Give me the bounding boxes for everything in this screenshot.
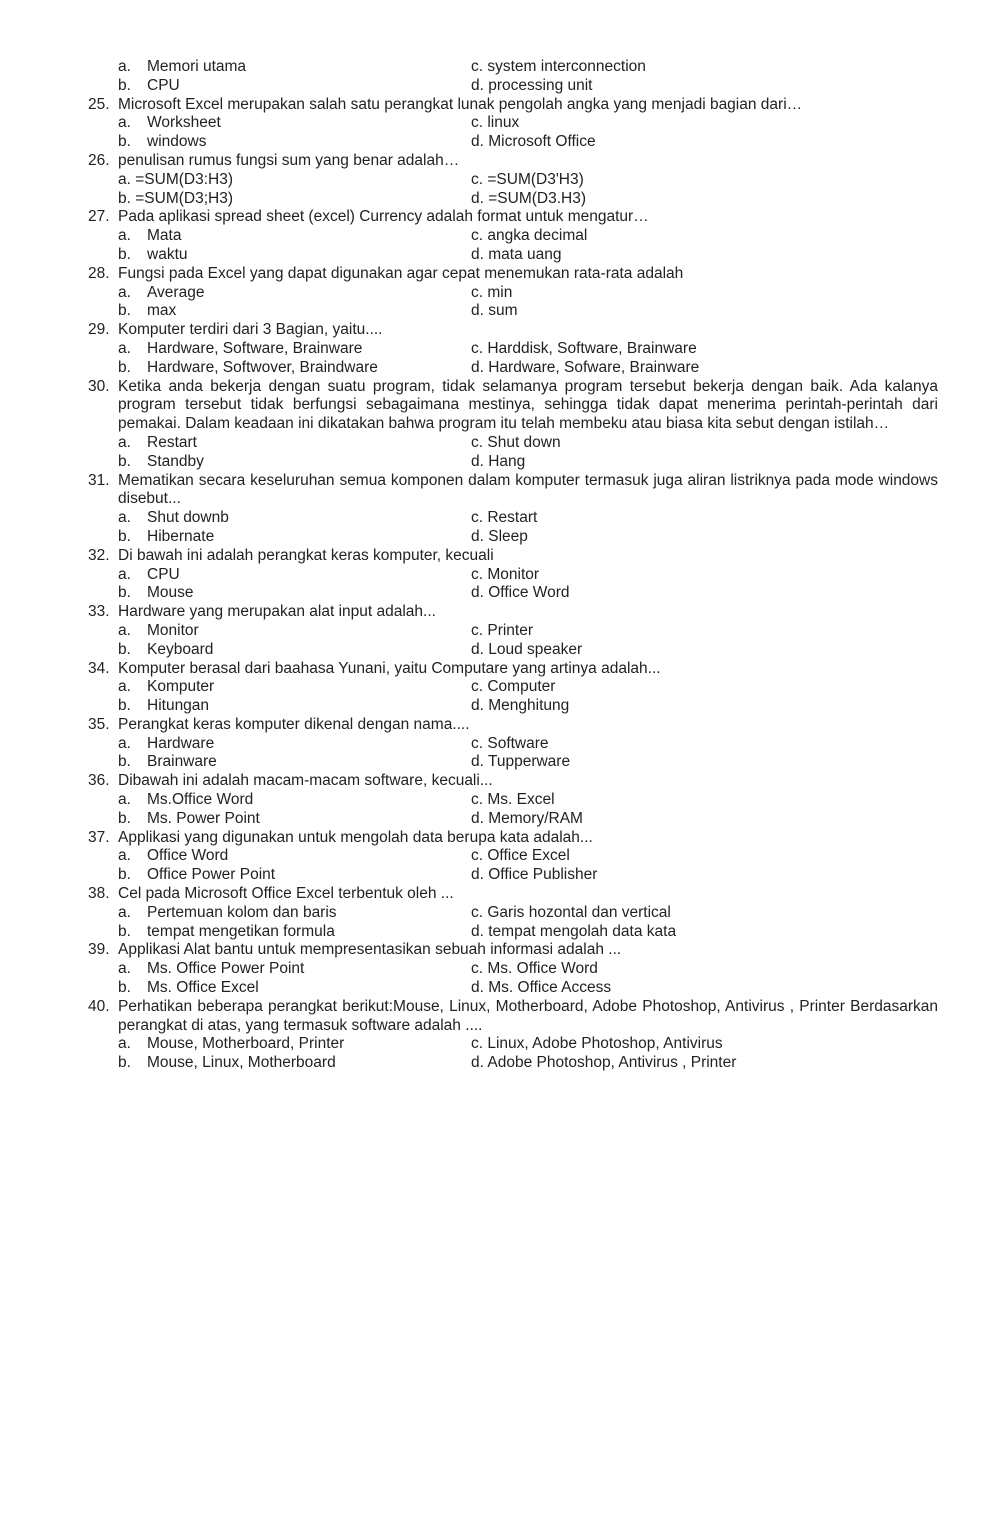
option-right: c. Linux, Adobe Photoshop, Antivirus	[471, 1035, 723, 1053]
option-left	[118, 697, 209, 716]
option-left	[118, 847, 228, 866]
option-left	[118, 453, 204, 472]
question-number: 27.	[88, 208, 110, 226]
option-text: Restart	[147, 433, 197, 451]
question-block	[0, 998, 1000, 1073]
option-row	[0, 847, 1000, 866]
option-letter: b.	[118, 979, 131, 997]
question-text: Di bawah ini adalah perangkat keras komputer, kecuali	[118, 546, 494, 564]
question-line	[0, 716, 1000, 735]
option-letter: b.	[118, 753, 131, 771]
option-right: c. Restart	[471, 509, 538, 527]
question-number: 38.	[88, 885, 110, 903]
question-text: Applikasi Alat bantu untuk mempresentasikan sebuah informasi adalah ...	[118, 941, 622, 959]
option-letter: b.	[118, 866, 131, 884]
question-block	[0, 208, 1000, 264]
option-right: d. Tupperware	[471, 753, 571, 771]
option-left	[118, 246, 188, 265]
option-left	[118, 1054, 336, 1073]
option-row	[0, 1035, 1000, 1054]
option-row	[0, 58, 1000, 77]
option-left	[118, 114, 221, 133]
question-block	[0, 378, 1000, 472]
option-letter: b.	[118, 76, 131, 94]
option-text: Mouse	[147, 584, 194, 602]
option-left	[118, 227, 181, 246]
question-number: 30.	[88, 377, 110, 395]
option-row	[0, 979, 1000, 998]
option-left	[118, 641, 213, 660]
option-text: Monitor	[147, 621, 199, 639]
option-right: c. Garis hozontal dan vertical	[471, 903, 671, 921]
option-right: d. Microsoft Office	[471, 133, 596, 151]
option-right: d. tempat mengolah data kata	[471, 922, 677, 940]
option-right: d. processing unit	[471, 76, 593, 94]
option-left	[118, 509, 229, 528]
option-text: CPU	[147, 565, 180, 583]
question-number: 32.	[88, 546, 110, 564]
option-left	[118, 979, 259, 998]
option-letter: b.	[118, 358, 131, 376]
question-text: Perhatikan beberapa perangkat berikut:Mouse, Linux, Motherboard, Adobe Photoshop, Antivirus , Printer Berdasarkan perangkat di atas, yang termasuk software adalah ....	[118, 997, 938, 1034]
option-left	[118, 284, 204, 303]
question-number: 34.	[88, 659, 110, 677]
question-block	[0, 772, 1000, 828]
question-number: 35.	[88, 715, 110, 733]
question-number: 36.	[88, 772, 110, 790]
option-letter: a.	[118, 339, 131, 357]
question-text: Ketika anda bekerja dengan suatu program, tidak selamanya program tersebut bekerja dengan baik. Ada kalanya program tersebut tidak berfungsi sebagaimana mestinya, sehingga tidak dapat menerima perintah-perintah dari pemakai. Dalam keadaan ini dikatakan bahwa program itu telah membeku atau biasa kita sebut dengan istilah…	[118, 377, 938, 433]
option-text: Ms. Office Excel	[147, 979, 259, 997]
option-row	[0, 302, 1000, 321]
option-letter: b.	[118, 189, 131, 207]
option-text: waktu	[147, 245, 188, 263]
option-row	[0, 227, 1000, 246]
question-text: Pada aplikasi spread sheet (excel) Currency adalah format untuk mengatur…	[118, 208, 649, 226]
question-number: 40.	[88, 997, 110, 1015]
option-right: c. Office Excel	[471, 847, 570, 865]
option-letter: b.	[118, 1054, 131, 1072]
option-left	[118, 584, 194, 603]
option-left	[118, 359, 378, 378]
option-right: d. mata uang	[471, 245, 562, 263]
option-letter: a.	[118, 58, 131, 75]
question-block	[0, 716, 1000, 772]
option-left	[118, 302, 176, 321]
question-block	[0, 547, 1000, 603]
option-right: c. Harddisk, Software, Brainware	[471, 339, 697, 357]
option-letter: a.	[118, 509, 131, 527]
option-text: Brainware	[147, 753, 217, 771]
option-row	[0, 453, 1000, 472]
option-letter: b.	[118, 302, 131, 320]
option-letter: a.	[118, 734, 131, 752]
question-text: penulisan rumus fungsi sum yang benar adalah…	[118, 151, 460, 169]
question-line	[0, 998, 1000, 1036]
option-left	[118, 133, 206, 152]
option-row	[0, 641, 1000, 660]
question-block	[0, 472, 1000, 547]
question-line	[0, 885, 1000, 904]
question-line	[0, 772, 1000, 791]
option-text: Office Power Point	[147, 866, 276, 884]
option-left	[118, 753, 217, 772]
option-right: c. =SUM(D3'H3)	[471, 170, 584, 188]
option-text: tempat mengetikan formula	[147, 922, 335, 940]
question-number: 33.	[88, 603, 110, 621]
option-row	[0, 190, 1000, 209]
option-left	[118, 791, 253, 810]
question-text: Microsoft Excel merupakan salah satu perangkat lunak pengolah angka yang menjadi bagian dari…	[118, 95, 803, 113]
question-text: Applikasi yang digunakan untuk mengolah data berupa kata adalah...	[118, 828, 593, 846]
option-left	[118, 171, 233, 190]
option-right: d. Memory/RAM	[471, 809, 583, 827]
option-right: d. Adobe Photoshop, Antivirus , Printer	[471, 1054, 737, 1072]
question-text: Mematikan secara keseluruhan semua komponen dalam komputer termasuk juga aliran listriknya pada mode windows disebut...	[118, 471, 938, 508]
option-right: c. Ms. Office Word	[471, 960, 598, 978]
option-text: Keyboard	[147, 640, 214, 658]
option-text: Komputer	[147, 678, 215, 696]
question-line	[0, 152, 1000, 171]
question-number: 28.	[88, 264, 110, 282]
option-letter: a.	[118, 565, 131, 583]
option-letter: a.	[118, 114, 131, 132]
option-row	[0, 359, 1000, 378]
option-left	[118, 77, 180, 96]
option-text: windows	[147, 133, 207, 151]
option-row	[0, 904, 1000, 923]
option-text: Hibernate	[147, 527, 215, 545]
question-line	[0, 96, 1000, 115]
option-text: Hardware	[147, 734, 215, 752]
option-row	[0, 133, 1000, 152]
option-letter: a.	[118, 433, 131, 451]
option-left	[118, 528, 214, 547]
question-line	[0, 378, 1000, 434]
option-right: c. Computer	[471, 678, 556, 696]
option-left	[118, 960, 304, 979]
option-text: max	[147, 302, 177, 320]
question-number: 31.	[88, 471, 110, 489]
question-number: 37.	[88, 828, 110, 846]
question-number: 39.	[88, 941, 110, 959]
option-right: d. Loud speaker	[471, 640, 583, 658]
option-text: Memori utama	[147, 58, 247, 75]
option-letter: a.	[118, 283, 131, 301]
question-text: Cel pada Microsoft Office Excel terbentuk oleh ...	[118, 885, 454, 903]
question-text: Perangkat keras komputer dikenal dengan nama....	[118, 715, 470, 733]
option-text: Standby	[147, 452, 204, 470]
option-row	[0, 866, 1000, 885]
option-right: d. Office Word	[471, 584, 570, 602]
option-letter: b.	[118, 809, 131, 827]
question-number: 26.	[88, 151, 110, 169]
option-right: d. Office Publisher	[471, 866, 598, 884]
option-left	[118, 340, 362, 359]
question-text: Dibawah ini adalah macam-macam software, kecuali...	[118, 772, 493, 790]
option-left	[118, 434, 197, 453]
question-line	[0, 321, 1000, 340]
question-block	[0, 603, 1000, 659]
question-block	[0, 829, 1000, 885]
option-right: c. Printer	[471, 621, 534, 639]
option-row	[0, 622, 1000, 641]
option-row	[0, 566, 1000, 585]
option-right: d. Hardware, Sofware, Brainware	[471, 358, 700, 376]
question-block	[0, 941, 1000, 997]
option-text: Ms. Power Point	[147, 809, 260, 827]
option-row	[0, 77, 1000, 96]
question-text: Komputer terdiri dari 3 Bagian, yaitu....	[118, 321, 383, 339]
option-left	[118, 190, 233, 209]
option-left	[118, 622, 199, 641]
option-letter: b.	[118, 133, 131, 151]
option-right: c. min	[471, 283, 513, 301]
option-letter: a.	[118, 227, 131, 245]
option-text: Shut downb	[147, 509, 229, 527]
question-text: Fungsi pada Excel yang dapat digunakan agar cepat menemukan rata-rata adalah	[118, 264, 684, 282]
question-block	[0, 321, 1000, 377]
option-text: Mouse, Linux, Motherboard	[147, 1054, 336, 1072]
question-list	[0, 58, 1000, 1073]
option-letter: a.	[118, 170, 131, 188]
option-row	[0, 434, 1000, 453]
question-number: 29.	[88, 321, 110, 339]
option-left	[118, 566, 180, 585]
option-row	[0, 810, 1000, 829]
option-row	[0, 923, 1000, 942]
option-text: Mouse, Motherboard, Printer	[147, 1035, 345, 1053]
option-right: c. Software	[471, 734, 549, 752]
option-row	[0, 735, 1000, 754]
option-letter: a.	[118, 621, 131, 639]
option-row	[0, 246, 1000, 265]
option-text: Hardware, Softwover, Braindware	[147, 358, 378, 376]
option-left	[118, 904, 337, 923]
option-letter: b.	[118, 527, 131, 545]
option-letter: b.	[118, 584, 131, 602]
option-left	[118, 1035, 344, 1054]
option-letter: b.	[118, 640, 131, 658]
question-line	[0, 829, 1000, 848]
question-block	[0, 265, 1000, 321]
option-text: CPU	[147, 76, 180, 94]
question-line	[0, 660, 1000, 679]
option-text: Pertemuan kolom dan baris	[147, 903, 337, 921]
option-right: d. =SUM(D3.H3)	[471, 189, 586, 207]
question-line	[0, 547, 1000, 566]
option-row	[0, 678, 1000, 697]
option-row	[0, 114, 1000, 133]
option-letter: b.	[118, 245, 131, 263]
option-right: c. Shut down	[471, 433, 561, 451]
option-text: Hardware, Software, Brainware	[147, 339, 363, 357]
question-line	[0, 472, 1000, 510]
option-row	[0, 697, 1000, 716]
option-text: Mata	[147, 227, 182, 245]
option-letter: b.	[118, 922, 131, 940]
question-text: Hardware yang merupakan alat input adalah...	[118, 603, 436, 621]
option-left	[118, 735, 214, 754]
option-row	[0, 1054, 1000, 1073]
option-left	[118, 678, 214, 697]
question-line	[0, 208, 1000, 227]
option-right: d. sum	[471, 302, 518, 320]
option-left	[118, 866, 275, 885]
option-letter: a.	[118, 960, 131, 978]
option-letter: b.	[118, 452, 131, 470]
option-row	[0, 171, 1000, 190]
option-right: d. Sleep	[471, 527, 528, 545]
option-letter: a.	[118, 1035, 131, 1053]
option-text: Ms.Office Word	[147, 791, 254, 809]
option-letter: b.	[118, 697, 131, 715]
option-row	[0, 753, 1000, 772]
question-text: Komputer berasal dari baahasa Yunani, yaitu Computare yang artinya adalah...	[118, 659, 661, 677]
option-right: c. system interconnection	[471, 58, 646, 75]
option-right: c. angka decimal	[471, 227, 588, 245]
option-row	[0, 284, 1000, 303]
option-right: c. linux	[471, 114, 520, 132]
question-number: 25.	[88, 95, 110, 113]
option-row	[0, 509, 1000, 528]
option-right: d. Ms. Office Access	[471, 979, 612, 997]
option-left	[118, 810, 260, 829]
question-block	[0, 96, 1000, 152]
option-text: Ms. Office Power Point	[147, 960, 305, 978]
option-right: c. Ms. Excel	[471, 791, 555, 809]
option-left	[118, 923, 335, 942]
option-row	[0, 791, 1000, 810]
option-text: =SUM(D3;H3)	[135, 189, 234, 207]
option-letter: a.	[118, 678, 131, 696]
option-letter: a.	[118, 791, 131, 809]
option-right: c. Monitor	[471, 565, 540, 583]
question-line	[0, 941, 1000, 960]
option-text: Average	[147, 283, 205, 301]
option-text: =SUM(D3:H3)	[135, 170, 234, 188]
option-letter: a.	[118, 847, 131, 865]
option-right: d. Hang	[471, 452, 526, 470]
option-text: Office Word	[147, 847, 229, 865]
option-row	[0, 528, 1000, 547]
question-line	[0, 265, 1000, 284]
option-row	[0, 584, 1000, 603]
option-letter: a.	[118, 903, 131, 921]
option-text: Worksheet	[147, 114, 221, 132]
question-block	[0, 660, 1000, 716]
option-text: Hitungan	[147, 697, 210, 715]
question-block	[0, 152, 1000, 208]
question-line	[0, 603, 1000, 622]
option-right: d. Menghitung	[471, 697, 570, 715]
option-row	[0, 960, 1000, 979]
question-block	[0, 885, 1000, 941]
option-row	[0, 340, 1000, 359]
option-left	[118, 58, 246, 77]
